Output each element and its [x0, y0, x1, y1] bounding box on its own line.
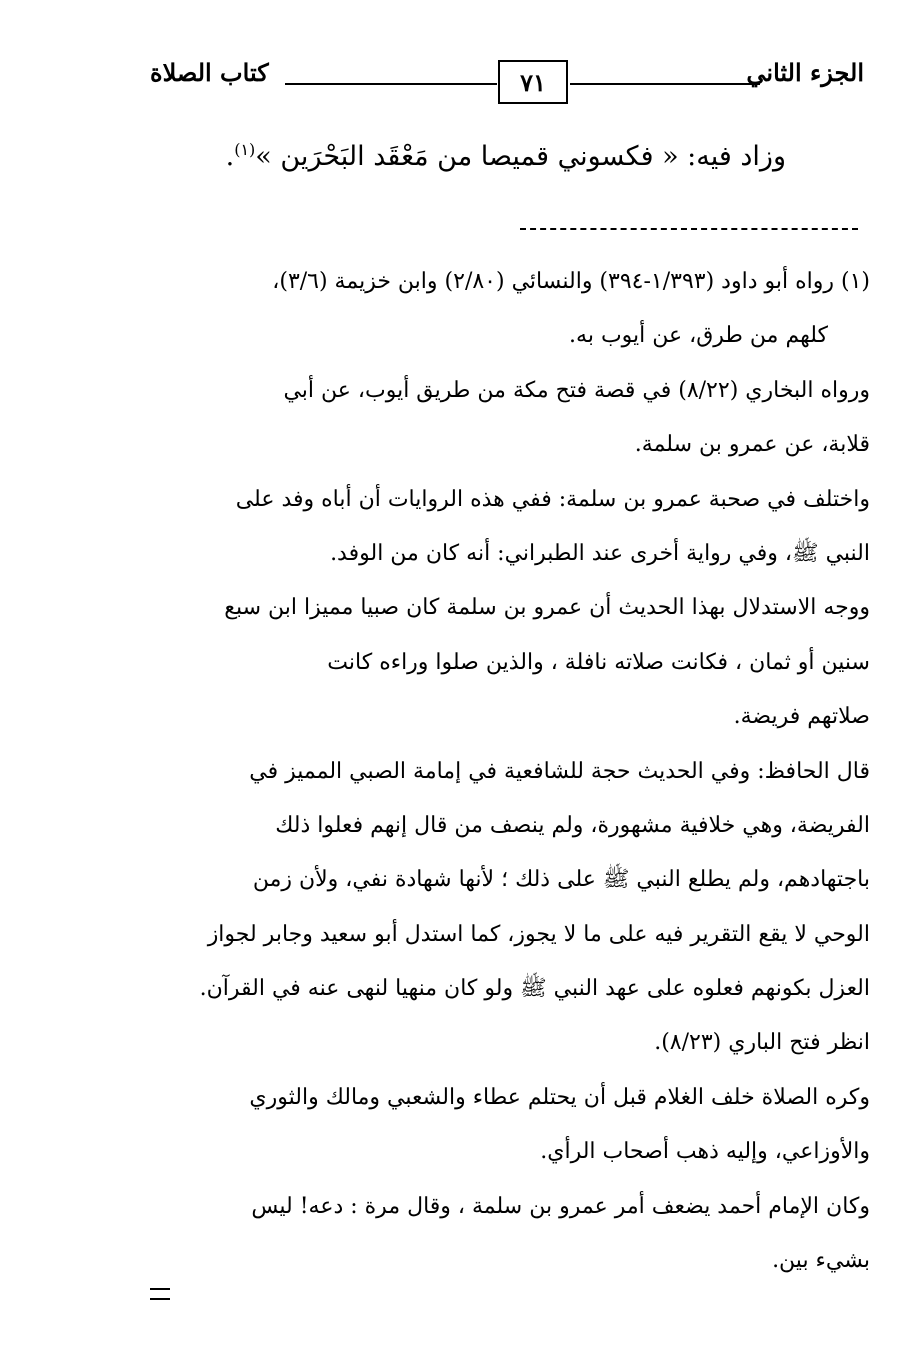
- footnote-line: الفريضة، وهي خلافية مشهورة، ولم ينصف من قال إنهم فعلوا ذلك: [275, 812, 870, 838]
- main-text-end: .: [225, 141, 235, 172]
- main-text: وزاد فيه: « فكسوني قميصا من مَعْقَد البَحْرَين »: [255, 141, 786, 172]
- footnote-line: كلهم من طرق، عن أيوب به.: [569, 323, 828, 349]
- footnote-line: ورواه البخاري (٨/٢٢) في قصة فتح مكة من طريق أيوب، عن أبي: [283, 377, 870, 403]
- footnote-line: قال الحافظ: وفي الحديث حجة للشافعية في إمامة الصبي المميز في: [249, 758, 870, 784]
- footnote-line: (١) رواه أبو داود (١/٣٩٣-٣٩٤) والنسائي (٢/٨٠) وابن خزيمة (٣/٦)،: [272, 269, 870, 294]
- footnote-line: وكان الإمام أحمد يضعف أمر عمرو بن سلمة ، وقال مرة : دعه! ليس: [251, 1193, 870, 1219]
- book-section-title: كتاب الصلاة: [150, 58, 269, 87]
- footnote-line: سنين أو ثمان ، فكانت صلاته نافلة ، والذين صلوا وراءه كانت: [327, 649, 870, 675]
- footnote-reference: (١): [234, 140, 256, 159]
- page-header: [150, 52, 864, 104]
- footnote-line: واختلف في صحبة عمرو بن سلمة: ففي هذه الروايات أن أباه وفد على: [235, 486, 870, 512]
- footnote-line: ووجه الاستدلال بهذا الحديث أن عمرو بن سلمة كان صبيا مميزا ابن سبع: [224, 595, 870, 621]
- footnote-line: والأوزاعي، وإليه ذهب أصحاب الرأي.: [540, 1139, 870, 1165]
- header-rule-right: [570, 83, 760, 85]
- footnote-line: وكره الصلاة خلف الغلام قبل أن يحتلم عطاء والشعبي ومالك والثوري: [249, 1084, 870, 1110]
- page-number-box: [498, 60, 568, 104]
- footnote-line: قلابة، عن عمرو بن سلمة.: [634, 432, 870, 458]
- page-number: ٧١: [520, 67, 546, 97]
- footnote-separator: [520, 228, 858, 230]
- footnotes: [150, 255, 870, 1288]
- volume-title: الجزء الثاني: [746, 58, 864, 87]
- footnote-line: باجتهادهم، ولم يطلع النبي ﷺ على ذلك ؛ لأنها شهادة نفي، ولأن زمن: [252, 867, 870, 893]
- continuation-mark: [150, 1288, 170, 1300]
- main-text-line: [146, 130, 786, 177]
- footnote-line: صلاتهم فريضة.: [733, 704, 870, 730]
- header-rule-left: [285, 83, 497, 85]
- footnote-line: العزل بكونهم فعلوه على عهد النبي ﷺ ولو كان منهيا لنهى عنه في القرآن.: [199, 976, 870, 1002]
- footnote-line: انظر فتح الباري (٨/٢٣).: [654, 1030, 870, 1056]
- footnote-line: النبي ﷺ، وفي رواية أخرى عند الطبراني: أنه كان من الوفد.: [330, 540, 870, 566]
- footnote-line: بشيء بين.: [772, 1248, 870, 1274]
- footnote-line: الوحي لا يقع التقرير فيه على ما لا يجوز، كما استدل أبو سعيد وجابر لجواز: [207, 921, 870, 947]
